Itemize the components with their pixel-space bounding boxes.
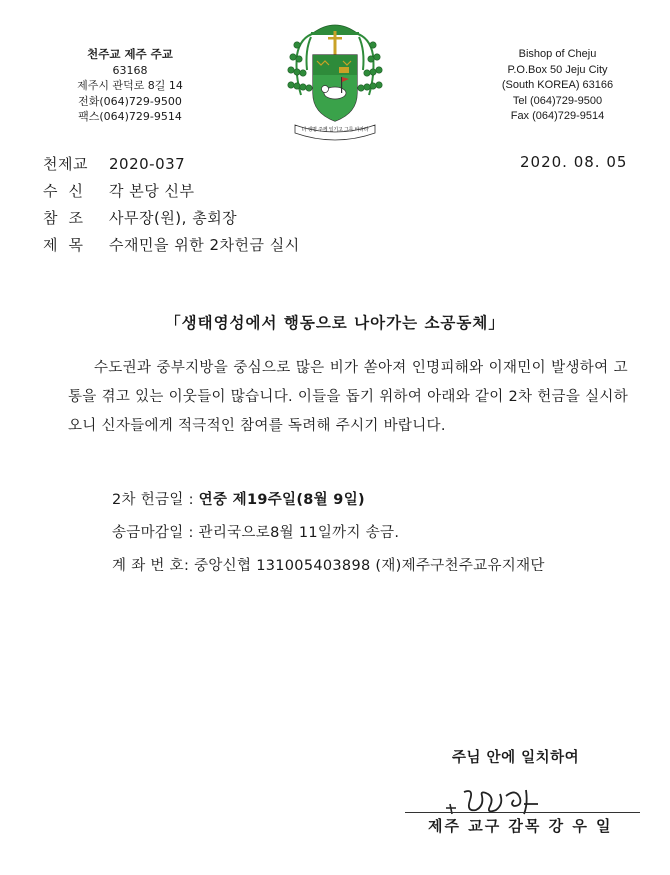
- document-date: 2020. 08. 05: [520, 153, 628, 171]
- letterhead-left: [40, 47, 220, 125]
- account-value: 중앙신협 131005403898 (재)제주구천주교유지재단: [194, 558, 545, 574]
- fax-ko: 팩스(064)729-9514: [78, 110, 182, 123]
- offering-date-label: 2차 헌금일 :: [112, 492, 199, 508]
- pobox-en: P.O.Box 50 Jeju City: [507, 63, 608, 76]
- signer-name: 제주 교구 감목 강 우 일: [428, 817, 613, 835]
- subject-value: 수재민을 위한 2차헌금 실시: [109, 236, 300, 254]
- subject-label: 제 목: [43, 236, 84, 254]
- reference-value: 사무장(원), 총회장: [109, 209, 238, 227]
- body-paragraph: 수도권과 중부지방을 중심으로 많은 비가 쏟아져 인명피해와 이재민이 발생하여 고통을 겪고 있는 이웃들이 많습니다. 이들을 돕기 위하여 아래와 같이 2차 헌금을 실시하오니 신자들에게 적극적인 참여를 독려해 주시기 바랍니다.: [68, 360, 628, 434]
- closing-phrase: 주님 안에 일치하여: [452, 750, 580, 766]
- document-number-line: [43, 153, 185, 174]
- country-postal-en: (South KOREA) 63166: [501, 79, 614, 91]
- document-label: 천제교: [43, 155, 88, 173]
- deadline-label: 송금마감일 :: [112, 525, 199, 541]
- address-ko: 제주시 관덕로 8길 14: [77, 79, 183, 92]
- signature-line: [405, 812, 640, 813]
- offering-date-value: 연중 제19주일(8월 9일): [198, 492, 365, 508]
- phone-en: Tel (064)729-9500: [512, 94, 603, 107]
- offering-date-line: [112, 488, 365, 509]
- deadline-line: [112, 521, 399, 542]
- letterhead-right: [470, 47, 645, 125]
- org-name-ko: 천주교 제주 주교: [87, 47, 173, 61]
- fax-en: Fax (064)729-9514: [510, 110, 605, 122]
- document-title: 「생태영성에서 행동으로 나아가는 소공동체」: [165, 314, 505, 332]
- subject-line: [43, 234, 300, 255]
- account-label: 계 좌 번 호:: [112, 558, 195, 574]
- recipient-line: [43, 180, 195, 201]
- postal-code-ko: 63168: [112, 63, 148, 77]
- account-line: [112, 554, 545, 575]
- bishop-coat-of-arms-icon: [285, 15, 385, 143]
- phone-ko: 전화(064)729-9500: [78, 94, 182, 108]
- deadline-value: 관리국으로8월 11일까지 송금.: [198, 525, 400, 541]
- org-name-en: Bishop of Cheju: [518, 48, 597, 60]
- reference-line: [43, 207, 237, 228]
- recipient-value: 각 본당 신부: [109, 182, 195, 200]
- reference-label: 참 조: [43, 209, 84, 227]
- motto-ribbon-text: 너 생명 주께 일기고 그를 바라라: [301, 127, 369, 133]
- document-number: 2020-037: [109, 155, 186, 173]
- recipient-label: 수 신: [43, 182, 84, 200]
